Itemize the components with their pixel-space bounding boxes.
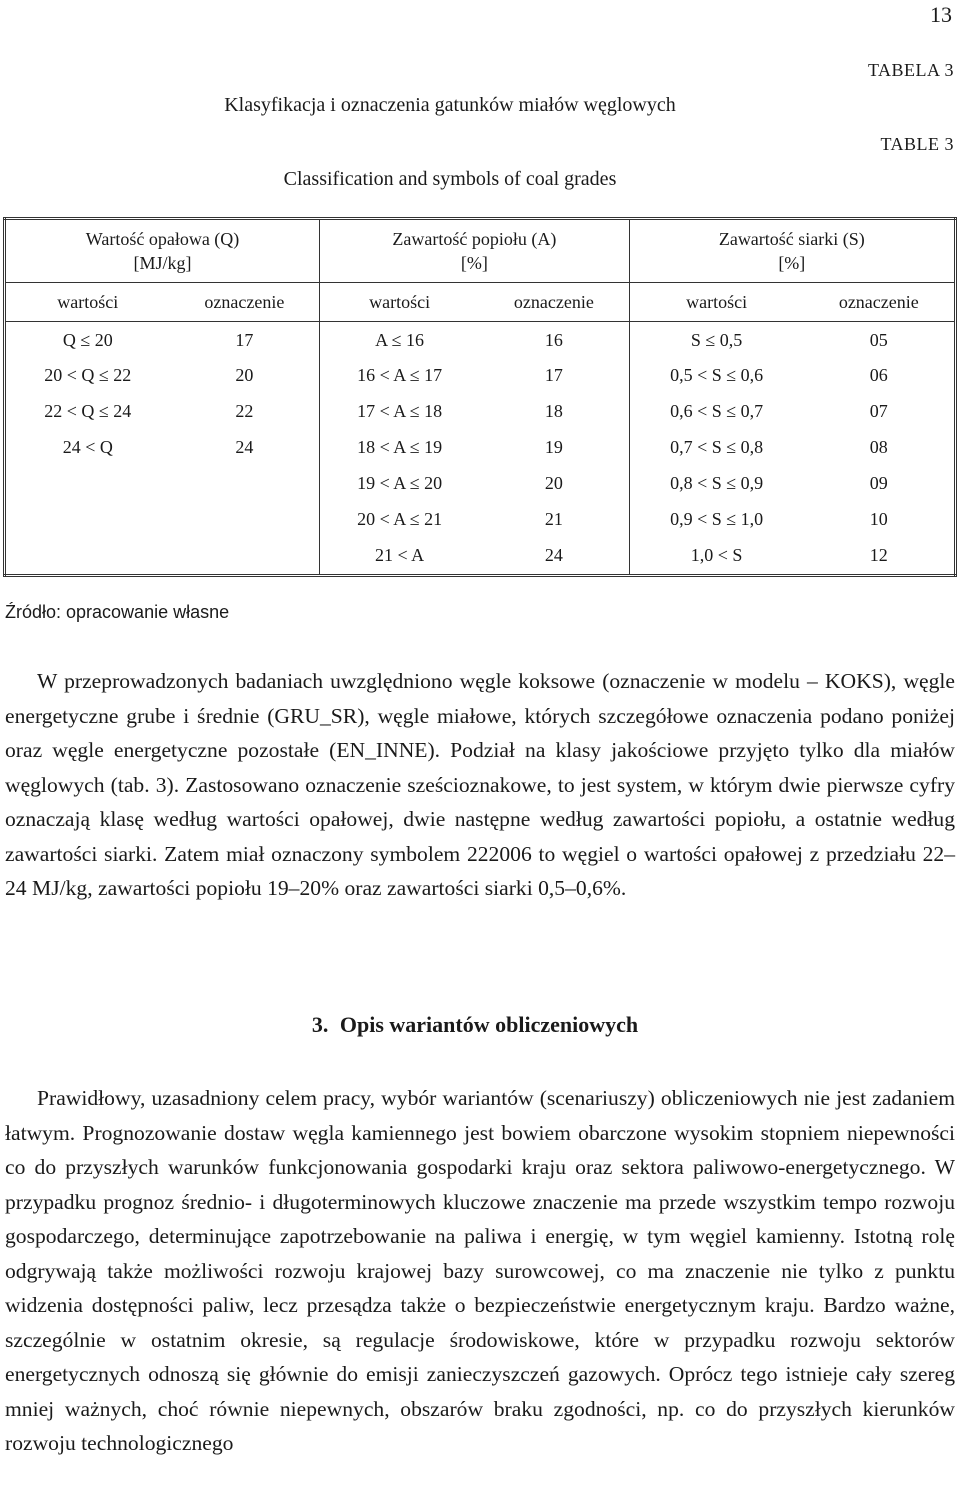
table-cell: 08 xyxy=(869,437,888,458)
table-cell xyxy=(170,502,320,538)
page-number: 13 xyxy=(930,2,952,27)
table-cell: A ≤ 16 xyxy=(375,329,425,350)
table-label-en: TABLE 3 xyxy=(880,134,954,154)
table-cell: 07 xyxy=(869,401,888,422)
table-cell: 20 < A ≤ 21 xyxy=(357,509,443,530)
table-title-pl: Klasyfikacja i oznaczenia gatunków miałów węglowych xyxy=(224,94,676,116)
table-cell: 05 xyxy=(869,329,888,350)
group-header-line1: Zawartość siarki (S) xyxy=(718,229,865,249)
table-cell xyxy=(170,466,320,502)
body-paragraph xyxy=(5,1081,955,1461)
table-cell: 12 xyxy=(869,545,888,566)
paragraph-text: Prawidłowy, uzasadniony celem pracy, wybór wariantów (scenariuszy) obliczeniowych nie jest zadaniem łatwym. Prognozowanie dostaw węgla kamiennego jest bowiem obarczone wysokim stopniem niepewności co do przyszłych warunków funkcjonowania gospodarki kraju oraz sektora paliwowo-energetycznego. W przypadku prognoz średnio- i długoterminowych kluczowe znaczenie ma przede wszystkim tempo rozwoju gospodarczego, determinujące zapotrzebowanie na paliwa i energię, w tym węgiel kamienny. Istotną rolę odgrywają także możliwości rozwoju krajowej bazy surowcowej, co ma znaczenie nie tylko z punktu widzenia dostępności paliw, lecz przesądza także o bezpieczeństwie energetycznym kraju. Bardzo ważne, szczególnie w ostatnim okresie, są regulacje środowiskowe, które w przypadku rozwoju sektorów energetycznych odnoszą się głównie do emisji zanieczyszczeń gazowych. Oprócz tego istnieje cały szereg mniej ważnych, choć równie niepewnych, obszarów braku zgodności, np. co do przyszłych kierunków rozwoju technologicznego xyxy=(5,1086,955,1455)
group-header-ash xyxy=(320,219,630,283)
table-cell: 17 xyxy=(479,358,629,394)
table-cell: 1,0 < S xyxy=(690,545,743,566)
table-cell: 0,7 < S ≤ 0,8 xyxy=(670,437,764,458)
table-cell: 20 xyxy=(170,358,320,394)
table-row xyxy=(5,358,956,394)
table-cell: 0,9 < S ≤ 1,0 xyxy=(670,509,764,530)
table-row xyxy=(5,538,956,576)
subheader-cell: wartości xyxy=(320,283,480,322)
table-cell: 0,5 < S ≤ 0,6 xyxy=(670,365,764,386)
subheader-cell: wartości xyxy=(629,283,803,322)
group-header-line2: [%] xyxy=(778,253,806,273)
group-header-line1: Zawartość popiołu (A) xyxy=(392,229,557,249)
table-row xyxy=(5,502,956,538)
body-paragraph xyxy=(5,664,955,906)
table-cell xyxy=(5,466,170,502)
table-cell xyxy=(170,538,320,576)
table-label-pl: TABELA 3 xyxy=(867,60,954,80)
table-cell: S ≤ 0,5 xyxy=(690,329,743,350)
paragraph-text: W przeprowadzonych badaniach uwzględniono węgle koksowe (oznaczenie w modelu – KOKS), węgle energetyczne grube i średnie (GRU_SR), węgle miałowe, których szczegółowe oznaczenia podano poniżej oraz węgle energetyczne pozostałe (EN_INNE). Podział na klasy jakościowe przyjęto tylko dla miałów węglowych (tab. 3). Zastosowano oznaczenie sześcioznakowe, to jest system, w którym dwie pierwsze cyfry oznaczają klasę według wartości opałowej, dwie następne według zawartości popiołu, a ostatnie według zawartości siarki. Zatem miał oznaczony symbolem 222006 to węgiel o wartości opałowej z przedziału 22–24 MJ/kg, zawartości popiołu 19–20% oraz zawartości siarki 0,5–0,6%. xyxy=(5,669,955,900)
subheader-cell: oznaczenie xyxy=(170,283,320,322)
table-row xyxy=(5,466,956,502)
table-cell: 21 < A xyxy=(375,545,425,566)
table-cell xyxy=(5,538,170,576)
table-row xyxy=(5,430,956,466)
table-cell: 17 xyxy=(170,322,320,359)
section-number: 3. xyxy=(311,1012,329,1037)
group-header-line2: [%] xyxy=(460,253,488,273)
table-cell: 24 < Q xyxy=(62,437,113,458)
subheader-cell: oznaczenie xyxy=(479,283,629,322)
table-row xyxy=(5,322,956,359)
table-cell: 19 xyxy=(479,430,629,466)
table-cell: 19 < A ≤ 20 xyxy=(357,473,443,494)
table-cell: 20 xyxy=(479,466,629,502)
table-cell: 22 < Q ≤ 24 xyxy=(44,401,132,422)
section-title: Opis wariantów obliczeniowych xyxy=(339,1012,639,1037)
table-cell: Q ≤ 20 xyxy=(62,329,113,350)
table-cell: 18 < A ≤ 19 xyxy=(357,437,443,458)
table-cell: 24 xyxy=(479,538,629,576)
table-cell: 06 xyxy=(869,365,888,386)
subheader-cell: oznaczenie xyxy=(804,283,956,322)
table-group-header-row xyxy=(5,219,956,283)
table-cell xyxy=(5,502,170,538)
table-source-note: Źródło: opracowanie własne xyxy=(5,602,230,622)
table-title-en: Classification and symbols of coal grades xyxy=(283,168,617,190)
table-cell: 24 xyxy=(170,430,320,466)
table-cell: 21 xyxy=(479,502,629,538)
table-cell: 20 < Q ≤ 22 xyxy=(44,365,132,386)
group-header-sulfur xyxy=(629,219,955,283)
coal-grades-table xyxy=(3,217,957,577)
table-cell: 0,6 < S ≤ 0,7 xyxy=(670,401,764,422)
table-subheader-row xyxy=(5,283,956,322)
table-cell: 18 xyxy=(479,394,629,430)
table-cell: 0,8 < S ≤ 0,9 xyxy=(670,473,764,494)
table-cell: 10 xyxy=(869,509,888,530)
table-cell: 17 < A ≤ 18 xyxy=(357,401,443,422)
group-header-line2: [MJ/kg] xyxy=(133,253,192,273)
table-cell: 16 < A ≤ 17 xyxy=(357,365,443,386)
table-cell: 16 xyxy=(479,322,629,359)
group-header-line1: Wartość opałowa (Q) xyxy=(85,229,240,249)
section-heading xyxy=(0,1012,955,1038)
table-cell: 22 xyxy=(170,394,320,430)
subheader-cell: wartości xyxy=(5,283,170,322)
group-header-calorific xyxy=(5,219,320,283)
table-row xyxy=(5,394,956,430)
table-cell: 09 xyxy=(869,473,888,494)
